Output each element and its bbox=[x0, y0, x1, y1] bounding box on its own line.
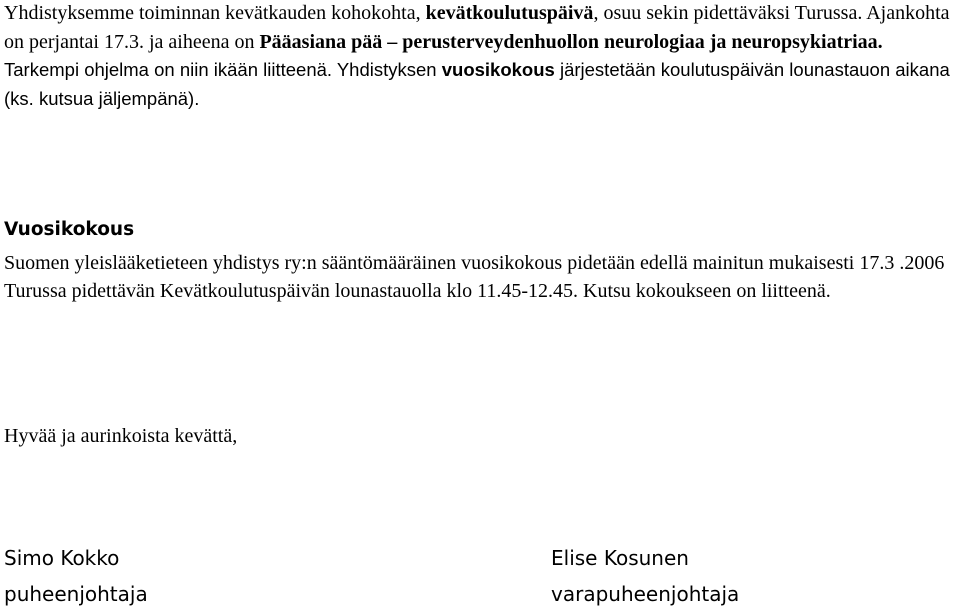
annual-meeting-mention: vuosikokous bbox=[441, 59, 555, 80]
intro-text-1: Yhdistyksemme toiminnan kevätkauden kohokohta, bbox=[4, 2, 426, 24]
signature-block-vice-chair bbox=[551, 540, 739, 612]
signer-role: puheenjohtaja bbox=[4, 582, 148, 606]
intro-paragraph bbox=[4, 0, 958, 113]
signer-role: varapuheenjohtaja bbox=[551, 582, 740, 606]
signer-name: Elise Kosunen bbox=[551, 546, 689, 570]
meeting-paragraph: Suomen yleislääketieteen yhdistys ry:n sääntömääräinen vuosikokous pidetään edellä mainitun mukaisesti 17.3 .2006 Turussa pidettävän Kevätkoulutuspäivän lounastauolla klo 11.45-12.45. Kutsu kokoukseen on liitteenä. bbox=[4, 252, 945, 302]
event-name: kevätkoulutuspäivä bbox=[425, 2, 594, 24]
signer-name: Simo Kokko bbox=[4, 546, 120, 570]
intro-text-3: Tarkempi ohjelma on niin ikään liitteenä. Yhdistyksen bbox=[4, 59, 442, 80]
section-heading: Vuosikokous bbox=[4, 219, 135, 240]
signature-block-chair bbox=[4, 540, 148, 612]
event-topic: Pääasiana pää – perusterveydenhuollon neurologiaa ja neuropsykiatriaa. bbox=[259, 30, 883, 53]
intro-text-2: , osuu sekin pidettäväksi Turussa. Ajankohta on perjantai 17.3. ja aiheena on bbox=[4, 2, 950, 53]
intro-text-4: järjestetään koulutuspäivän lounastauon aikana (ks. kutsua jäljempänä). bbox=[4, 59, 950, 109]
greeting: Hyvää ja aurinkoista kevättä, bbox=[4, 425, 238, 447]
